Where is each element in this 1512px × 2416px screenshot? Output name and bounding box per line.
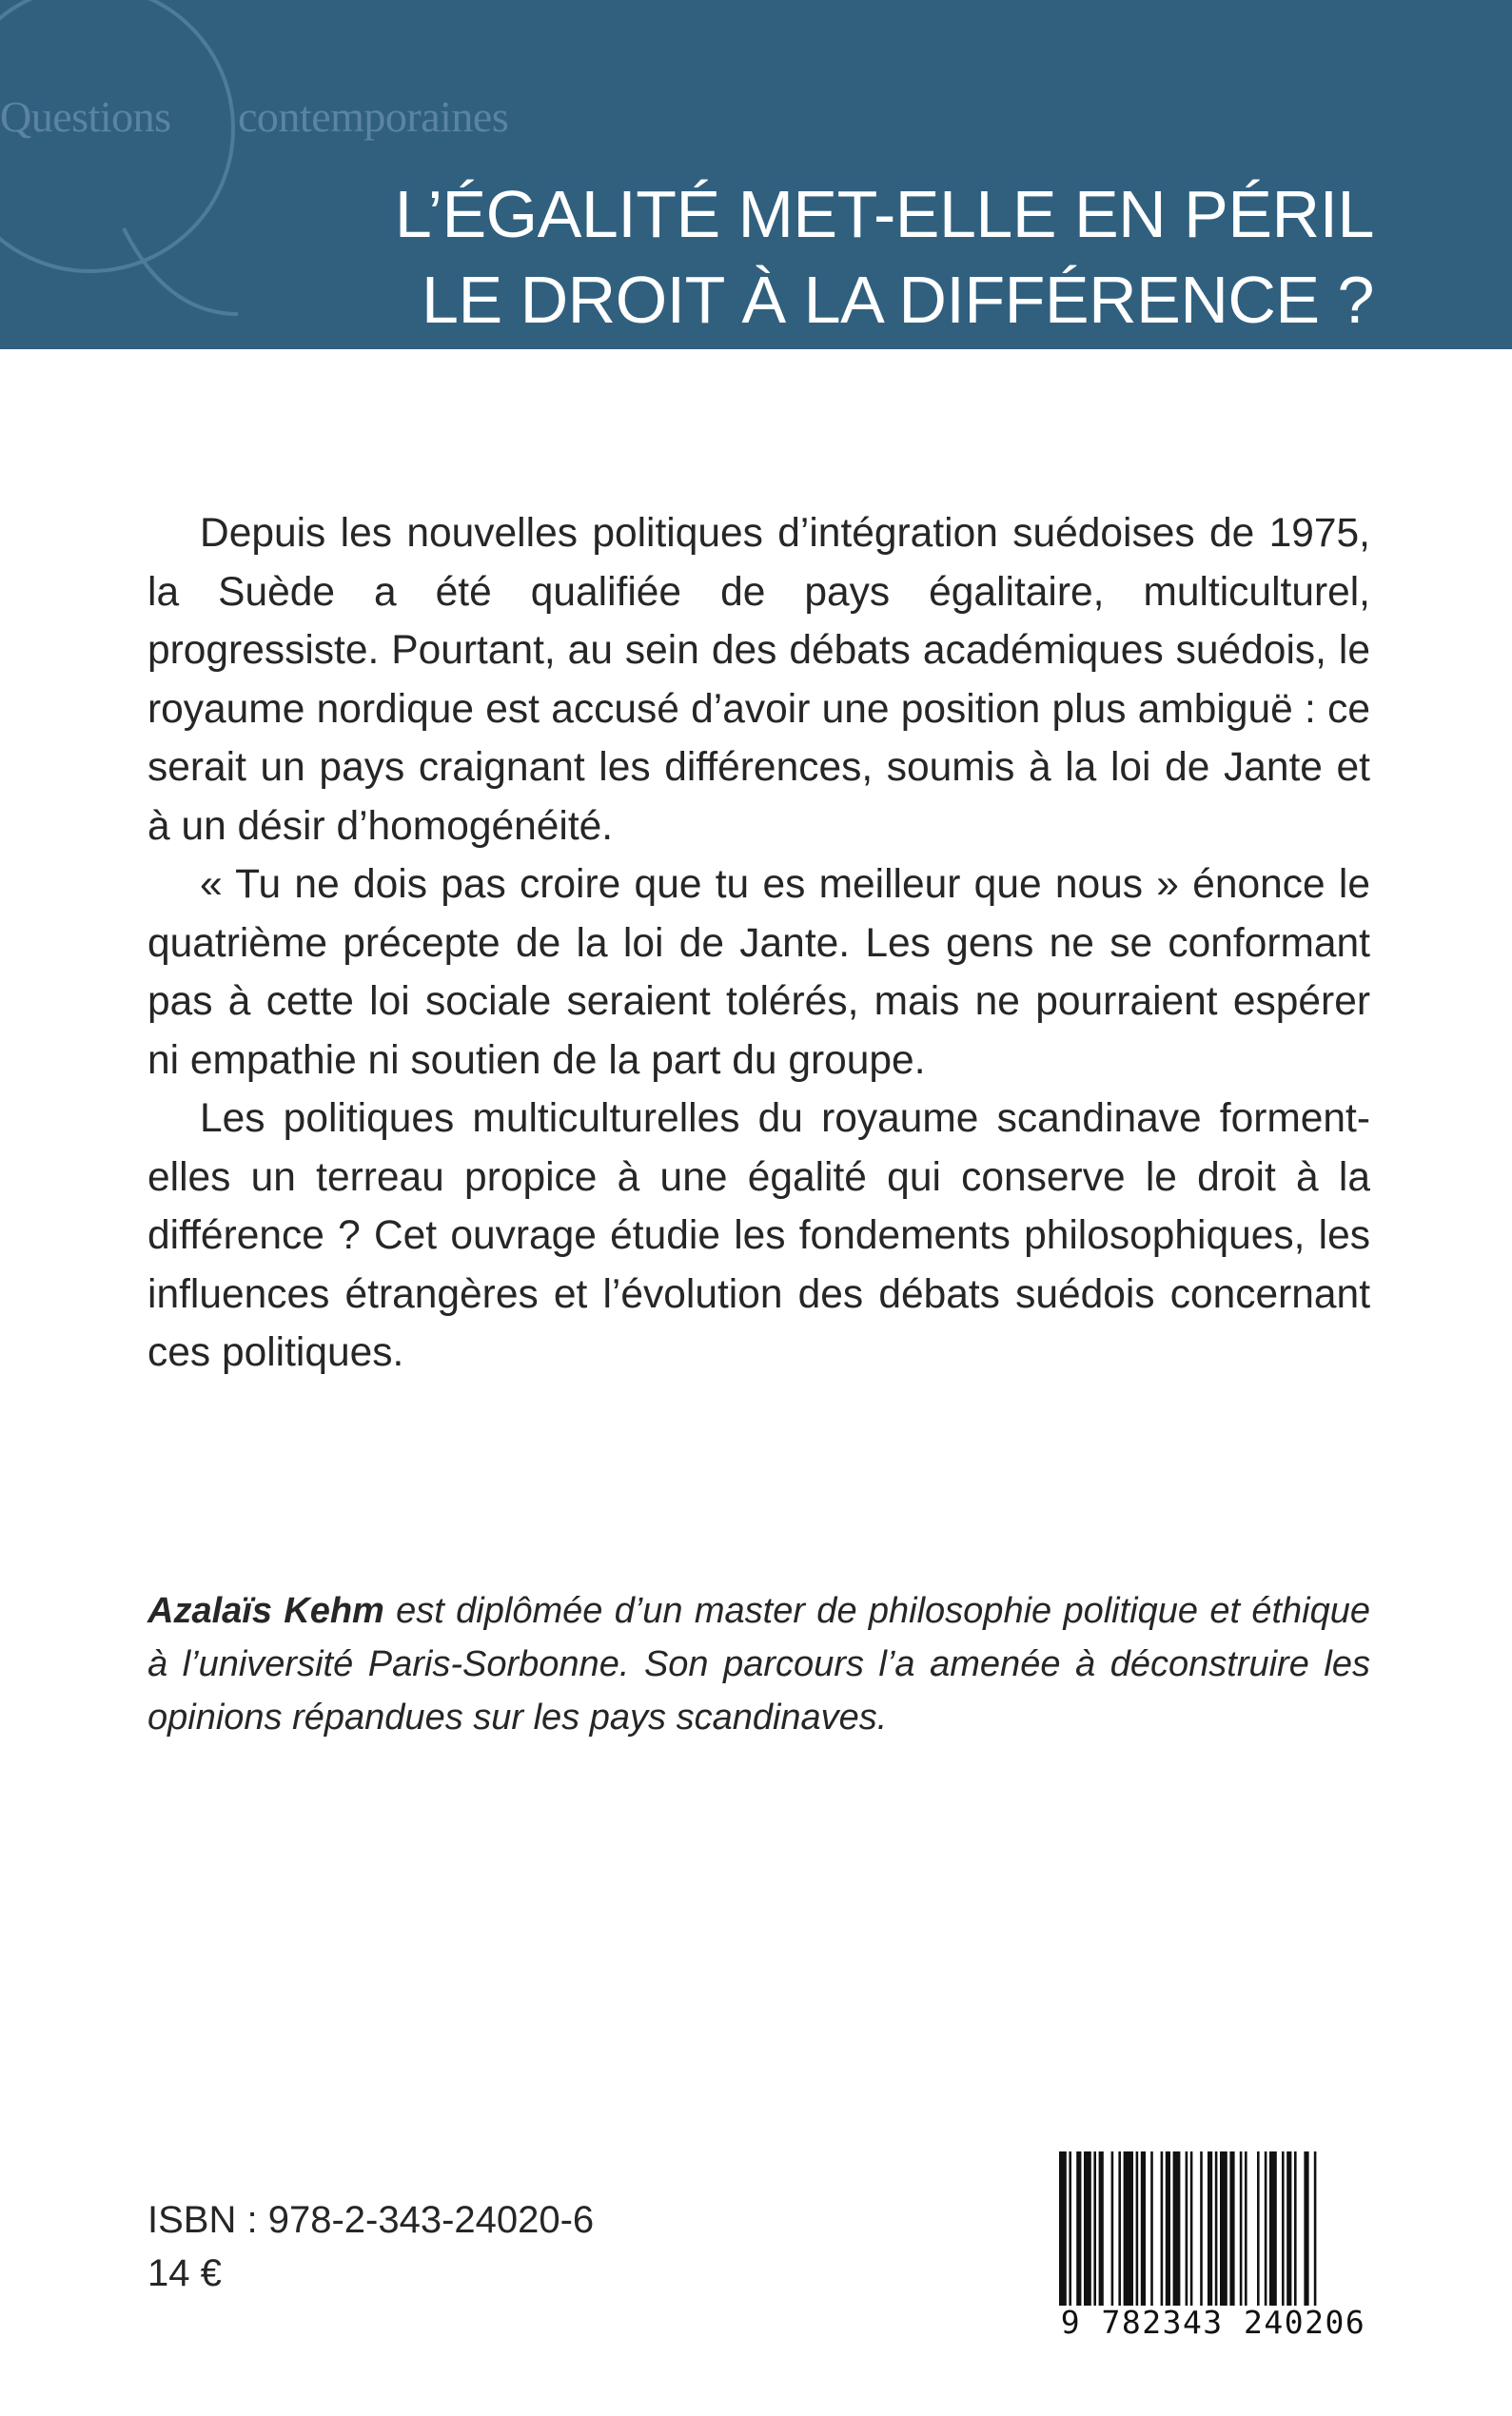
book-title-line-1: L’ÉGALITÉ MET-ELLE EN PÉRIL <box>394 177 1374 251</box>
series-q-logo-icon <box>0 0 304 349</box>
summary-paragraph-2: « Tu ne dois pas croire que tu es meilleur que nous » énonce le quatrième précepte de la loi de Jante. Les gens ne se conformant pas à cette loi sociale seraient tolérés, mais ne pourraient espérer ni empathie ni soutien de la part du groupe. <box>147 862 1370 1083</box>
isbn-block <box>147 2193 594 2300</box>
series-label-contemporaines: contemporaines <box>238 92 509 141</box>
book-title-line-2: LE DROIT À LA DIFFÉRENCE ? <box>422 263 1374 337</box>
author-bio-text: est diplômée d’un master de philosophie politique et éthique à l’université Paris-Sorbonne. Son parcours l’a amenée à déconstruire les opinions répandues sur les pays scandinaves. <box>147 1591 1371 1738</box>
barcode <box>1051 2146 1375 2341</box>
summary-paragraph-1: Depuis les nouvelles politiques d’intégration suédoises de 1975, la Suède a été qualifiée de pays égalitaire, multiculturel, progressiste. Pourtant, au sein des débats académiques suédois, le royaume nordique est accusé d’avoir une position plus ambiguë : ce serait un pays craignant les différences, soumis à la loi de Jante et à un désir d’homogénéité. <box>147 511 1370 849</box>
cover-header-band <box>0 0 1512 349</box>
series-label-questions: Questions <box>0 92 171 141</box>
series-name <box>0 91 509 142</box>
isbn-number: ISBN : 978-2-343-24020-6 <box>147 2199 595 2241</box>
summary-paragraph-3: Les politiques multiculturelles du royaume scandinave forment-elles un terreau propice à une égalité qui conserve le droit à la différence ? Cet ouvrage étudie les fondements philosophiques, les influences étrangères et l’évolution des débats suédois concernant ces politiques. <box>147 1096 1370 1375</box>
back-cover-summary <box>147 504 1370 1383</box>
book-title <box>395 171 1374 343</box>
author-name: Azalaïs Kehm <box>147 1591 384 1631</box>
author-bio <box>147 1584 1370 1744</box>
price: 14 € <box>147 2252 222 2294</box>
barcode-digits: 9 782343 240206 <box>1051 2306 1375 2340</box>
